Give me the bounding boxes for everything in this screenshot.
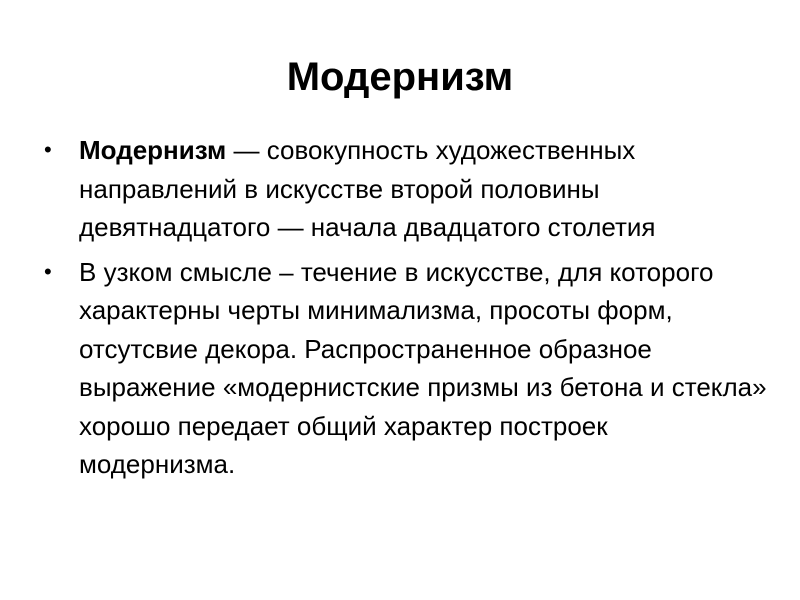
bullet-item-narrow-sense xyxy=(44,253,769,484)
bullet-icon: • xyxy=(44,258,52,284)
bullet-term: Модернизм xyxy=(79,135,227,165)
bullet-list xyxy=(44,131,769,490)
bullet-text: В узком смысле – течение в искусстве, для которого характерны черты минимализма, просоты форм, отсутсвие декора. Распространенное образное выражение «модернистские призмы из бетона и стекла» хорошо передает общий характер построек модернизма. xyxy=(79,256,767,479)
bullet-item-definition xyxy=(44,131,769,247)
bullet-text: — совокупность художественных направлений в искусстве второй половины девятнадцатого — начала двадцатого столетия xyxy=(79,135,656,242)
slide-title: Модернизм xyxy=(286,55,514,99)
bullet-icon: • xyxy=(44,137,52,162)
